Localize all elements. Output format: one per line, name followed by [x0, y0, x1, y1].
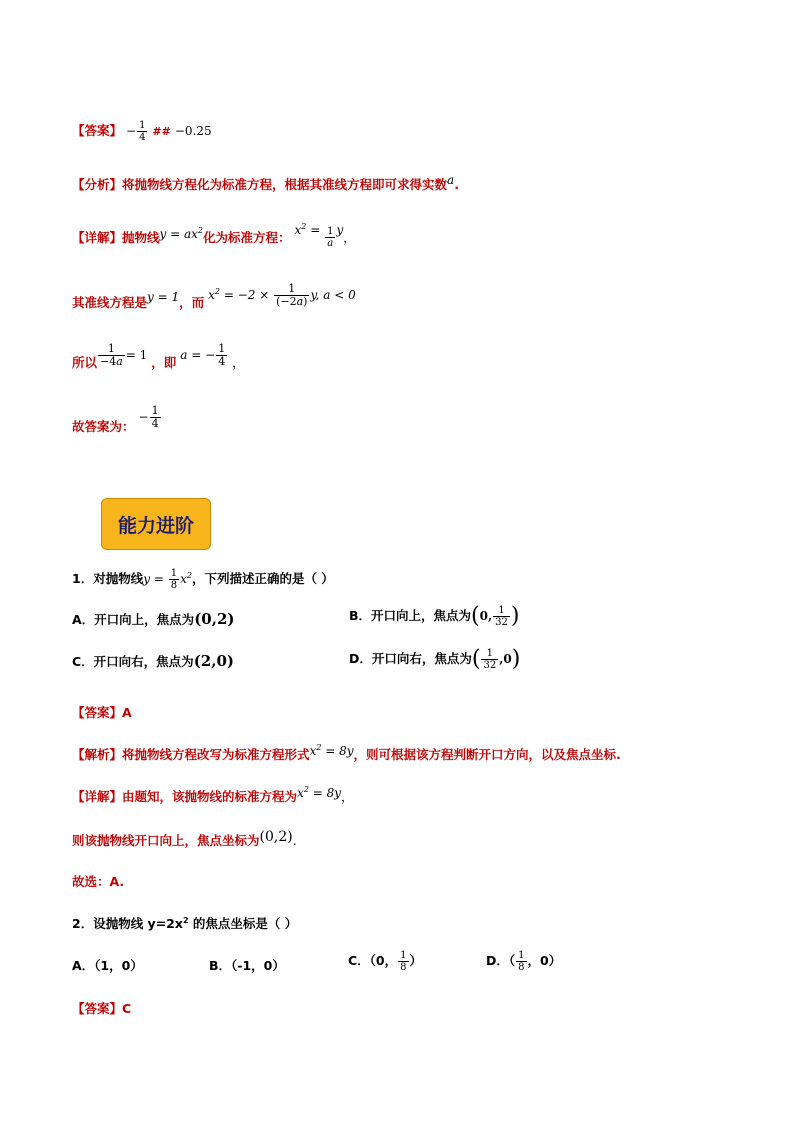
q1-post: ，下列描述正确的是（ ）	[191, 571, 334, 586]
q2-option-a	[72, 956, 143, 974]
q2-c-pre: C．（0，	[348, 953, 398, 968]
q1-parse-text: 将抛物线方程改写为标准方程形式	[122, 747, 310, 762]
q2-sup: 2	[182, 915, 189, 925]
section-title-box	[101, 498, 211, 550]
fraction-q2-c: $\frac{1}{8}$	[400, 950, 407, 973]
q2-option-d	[486, 950, 561, 973]
q1-detail-end: ，	[341, 789, 354, 804]
q1-option-a: A．开口向上，焦点为(0,2)	[72, 610, 235, 628]
q1-number: 1．	[72, 571, 94, 586]
detail-label: 【详解】	[72, 230, 123, 245]
final-pre: 故答案为：	[72, 419, 135, 434]
q1-d-label: D．开口向右，焦点为	[349, 651, 472, 666]
fraction-1-over-neg4a: $\frac{1}{-4a}$	[100, 342, 123, 368]
q2-answer-line	[72, 999, 131, 1017]
q1-c-label: C．开口向右，焦点为	[72, 654, 194, 669]
analysis-period: .	[454, 177, 459, 193]
neg-sign: −	[126, 124, 137, 138]
detail-mid: 化为标准方程：	[203, 230, 291, 245]
var-a: a	[447, 173, 455, 187]
so-mid: ，即	[151, 355, 177, 370]
directrix-pre: 其准线方程是	[72, 295, 148, 310]
q1-option-c: C．开口向右，焦点为(2,0)	[72, 652, 234, 670]
q1-detail-line: 【详解】由题知，该抛物线的标准方程为$x^2 = 8y$，	[72, 785, 354, 804]
analysis-label: 【分析】	[72, 177, 123, 193]
alt-separator: ##	[152, 125, 171, 138]
detail-pre: 抛物线	[122, 230, 160, 245]
fraction-1-over-8: $\frac{1}{8}$	[170, 568, 178, 591]
detail-line-1: 【详解】抛物线$y = ax^2$化为标准方程： $x^2$ = $\frac{1}{a}$ y，	[72, 222, 356, 249]
fraction-1-over-32: $\frac{1}{32}$	[495, 605, 508, 628]
q2-c-post: ）	[409, 953, 423, 968]
eq-standard: $x^2$ =	[294, 222, 325, 237]
q1-answer-line	[72, 703, 132, 721]
fraction-1-over-neg2a: $\frac{1}{(-2a)}$	[276, 282, 308, 308]
q2-stem	[72, 914, 297, 932]
q1-conclusion-text: 则该抛物线开口向上，焦点坐标为	[72, 833, 260, 848]
detail-end: ，	[343, 230, 356, 245]
fraction-1-over-a: $\frac{1}{a}$	[327, 226, 334, 249]
q1-parse-end: ，则可根据该方程判断开口方向，以及焦点坐标.	[353, 747, 621, 762]
q2-text: 设抛物线 y=2x	[93, 916, 183, 931]
final-answer-line: 故答案为： − $\frac{1}{4}$	[72, 404, 159, 434]
q1-answer-value: A	[122, 705, 132, 720]
q1-choose-line	[72, 872, 124, 890]
eq-a-eq: a = −	[180, 348, 216, 362]
eq-y-ax2: $y = ax^2$	[159, 226, 204, 241]
analysis-text: 将抛物线方程化为标准方程，根据其准线方程即可求得实数	[122, 177, 448, 193]
analysis-line-1	[72, 173, 459, 193]
q2-d-post: ，0）	[527, 953, 562, 968]
q1-detail-label: 【详解】	[72, 789, 123, 804]
q1-conclusion-line: 则该抛物线开口向上，焦点坐标为(0,2).	[72, 829, 297, 848]
so-line: 所以 $\frac{1}{-4a}$ = 1 ，即 a = − $\frac{1}{4}$ ，	[72, 342, 245, 370]
fraction-q2-d: $\frac{1}{8}$	[518, 950, 525, 973]
answer-line-1	[72, 120, 212, 143]
q2-answer-value: C	[122, 1001, 132, 1016]
section-title: 能力进阶	[117, 514, 194, 537]
q1-conclusion-end: .	[292, 833, 297, 848]
fraction-final: $\frac{1}{4}$	[151, 404, 159, 430]
q2-option-b	[209, 956, 285, 974]
so-pre: 所以	[72, 355, 98, 370]
q2-answer-label: 【答案】	[72, 1001, 123, 1016]
fraction-neg-quarter: $\frac{1}{4}$	[139, 120, 146, 143]
directrix-mid: ，而	[179, 295, 205, 310]
q1-answer-label: 【答案】	[72, 705, 123, 720]
answer-label: 【答案】	[72, 123, 123, 138]
q1-parse-line: 【解析】将抛物线方程改写为标准方程形式$x^2 = 8y$，则可根据该方程判断开口方向，以及焦点坐标.	[72, 743, 621, 762]
q1-choose: 故选：A.	[72, 874, 125, 889]
q2-d-pre: D．（	[486, 953, 516, 968]
directrix-line: 其准线方程是y = 1，而 $x^2 = -2$ × $\frac{1}{(-2a)}$ y, a < 0	[72, 282, 356, 310]
q2-b: B．（-1，0）	[209, 958, 285, 973]
eq-x2-neg2: $x^2 = -2$ ×	[208, 287, 274, 302]
fraction-1-over-32-d: $\frac{1}{32}$	[483, 648, 497, 671]
fraction-1-over-4: $\frac{1}{4}$	[218, 342, 226, 368]
q1-stem: 1．对抛物线y = $\frac{1}{8}$ $x^2$，下列描述正确的是（ ）	[72, 568, 334, 591]
q1-b-label: B．开口向上，焦点为	[349, 608, 472, 623]
so-end: ，	[232, 355, 245, 370]
q1-detail-text: 由题知，该抛物线的标准方程为	[122, 789, 298, 804]
q2-text-end: 的焦点坐标是（ ）	[188, 916, 298, 931]
q2-number: 2．	[72, 916, 94, 931]
q1-parse-label: 【解析】	[72, 747, 123, 762]
eq-y-eq-1: y = 1	[147, 290, 180, 304]
decimal-answer: −0.25	[174, 124, 212, 138]
q1-option-b: B．开口向上，焦点为(0, $\frac{1}{32}$ )	[349, 603, 520, 629]
q2-a: A．（1，0）	[72, 958, 143, 973]
q1-a-label: A．开口向上，焦点为	[72, 612, 195, 627]
q2-option-c	[348, 950, 422, 973]
q1-option-d: D．开口向右，焦点为( $\frac{1}{32}$ ,0)	[349, 646, 521, 672]
q1-pre: 对抛物线	[93, 571, 144, 586]
